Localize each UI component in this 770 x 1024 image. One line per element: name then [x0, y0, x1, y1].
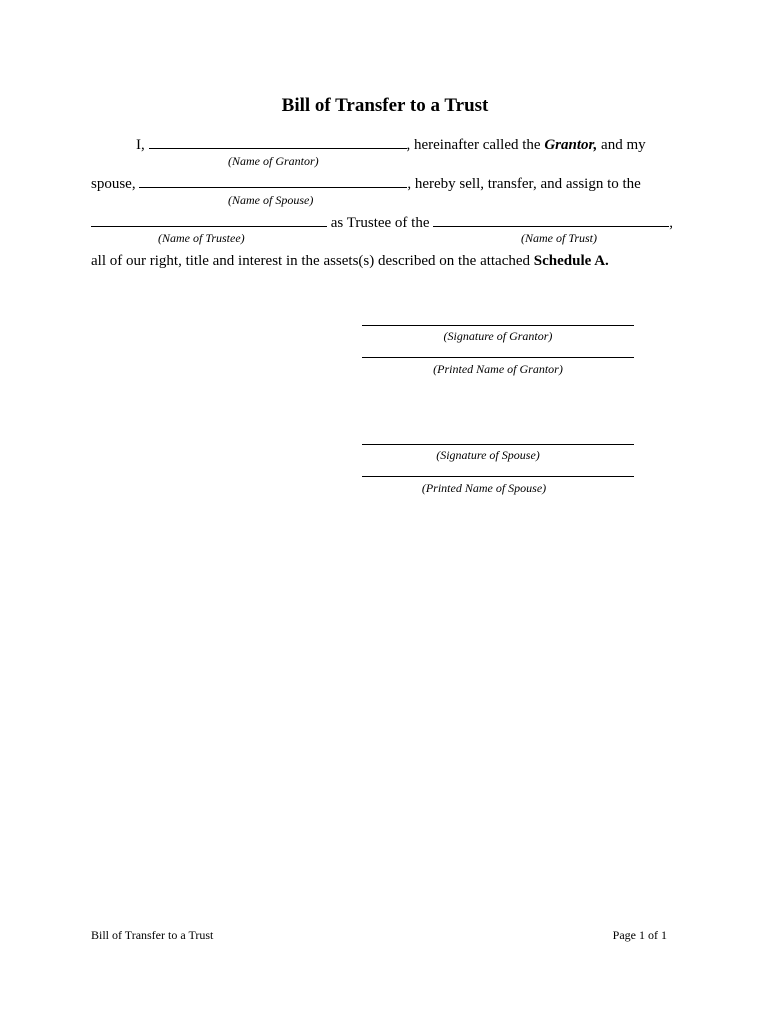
grantor-line: [136, 136, 646, 154]
spouse-name-caption: (Name of Spouse): [228, 193, 314, 207]
trustee-line: [91, 214, 673, 232]
grantor-line-suffix: and my: [601, 137, 646, 153]
spouse-signature-caption: (Signature of Spouse): [436, 448, 540, 462]
grantor-printed-name-line[interactable]: [362, 357, 634, 358]
grantor-signature-caption: (Signature of Grantor): [443, 329, 553, 343]
trustee-name-blank[interactable]: [91, 214, 327, 227]
assets-line: [91, 253, 609, 270]
grantor-signature-line[interactable]: [362, 325, 634, 326]
spouse-line-suffix: , hereby sell, transfer, and assign to the: [407, 176, 641, 192]
spouse-name-blank[interactable]: [139, 175, 407, 188]
trust-name-blank[interactable]: [433, 214, 669, 227]
grantor-name-caption: (Name of Grantor): [228, 154, 319, 168]
grantor-line-middle: , hereinafter called the: [406, 137, 541, 153]
assets-line-text: all of our right, title and interest in the assets(s) described on the attached: [91, 253, 531, 269]
grantor-printed-name-caption: (Printed Name of Grantor): [433, 362, 563, 376]
spouse-printed-name-line[interactable]: [362, 476, 634, 477]
spouse-line-prefix: spouse,: [91, 176, 136, 192]
grantor-line-prefix: I,: [136, 137, 145, 153]
spouse-line: [91, 175, 641, 193]
footer-page-number: Page 1 of 1: [612, 928, 667, 942]
trustee-line-suffix: ,: [669, 215, 673, 231]
grantor-term: Grantor,: [544, 137, 598, 153]
trustee-name-caption: (Name of Trustee): [158, 231, 245, 245]
trust-name-caption: (Name of Trust): [521, 231, 598, 245]
spouse-printed-name-caption: (Printed Name of Spouse): [421, 481, 547, 495]
spouse-signature-line[interactable]: [362, 444, 634, 445]
schedule-a-term: Schedule A.: [533, 253, 609, 269]
document-title: Bill of Transfer to a Trust: [281, 95, 489, 116]
grantor-name-blank[interactable]: [149, 136, 407, 149]
trustee-line-middle: as Trustee of the: [330, 215, 430, 231]
footer-document-title: Bill of Transfer to a Trust: [91, 928, 214, 942]
